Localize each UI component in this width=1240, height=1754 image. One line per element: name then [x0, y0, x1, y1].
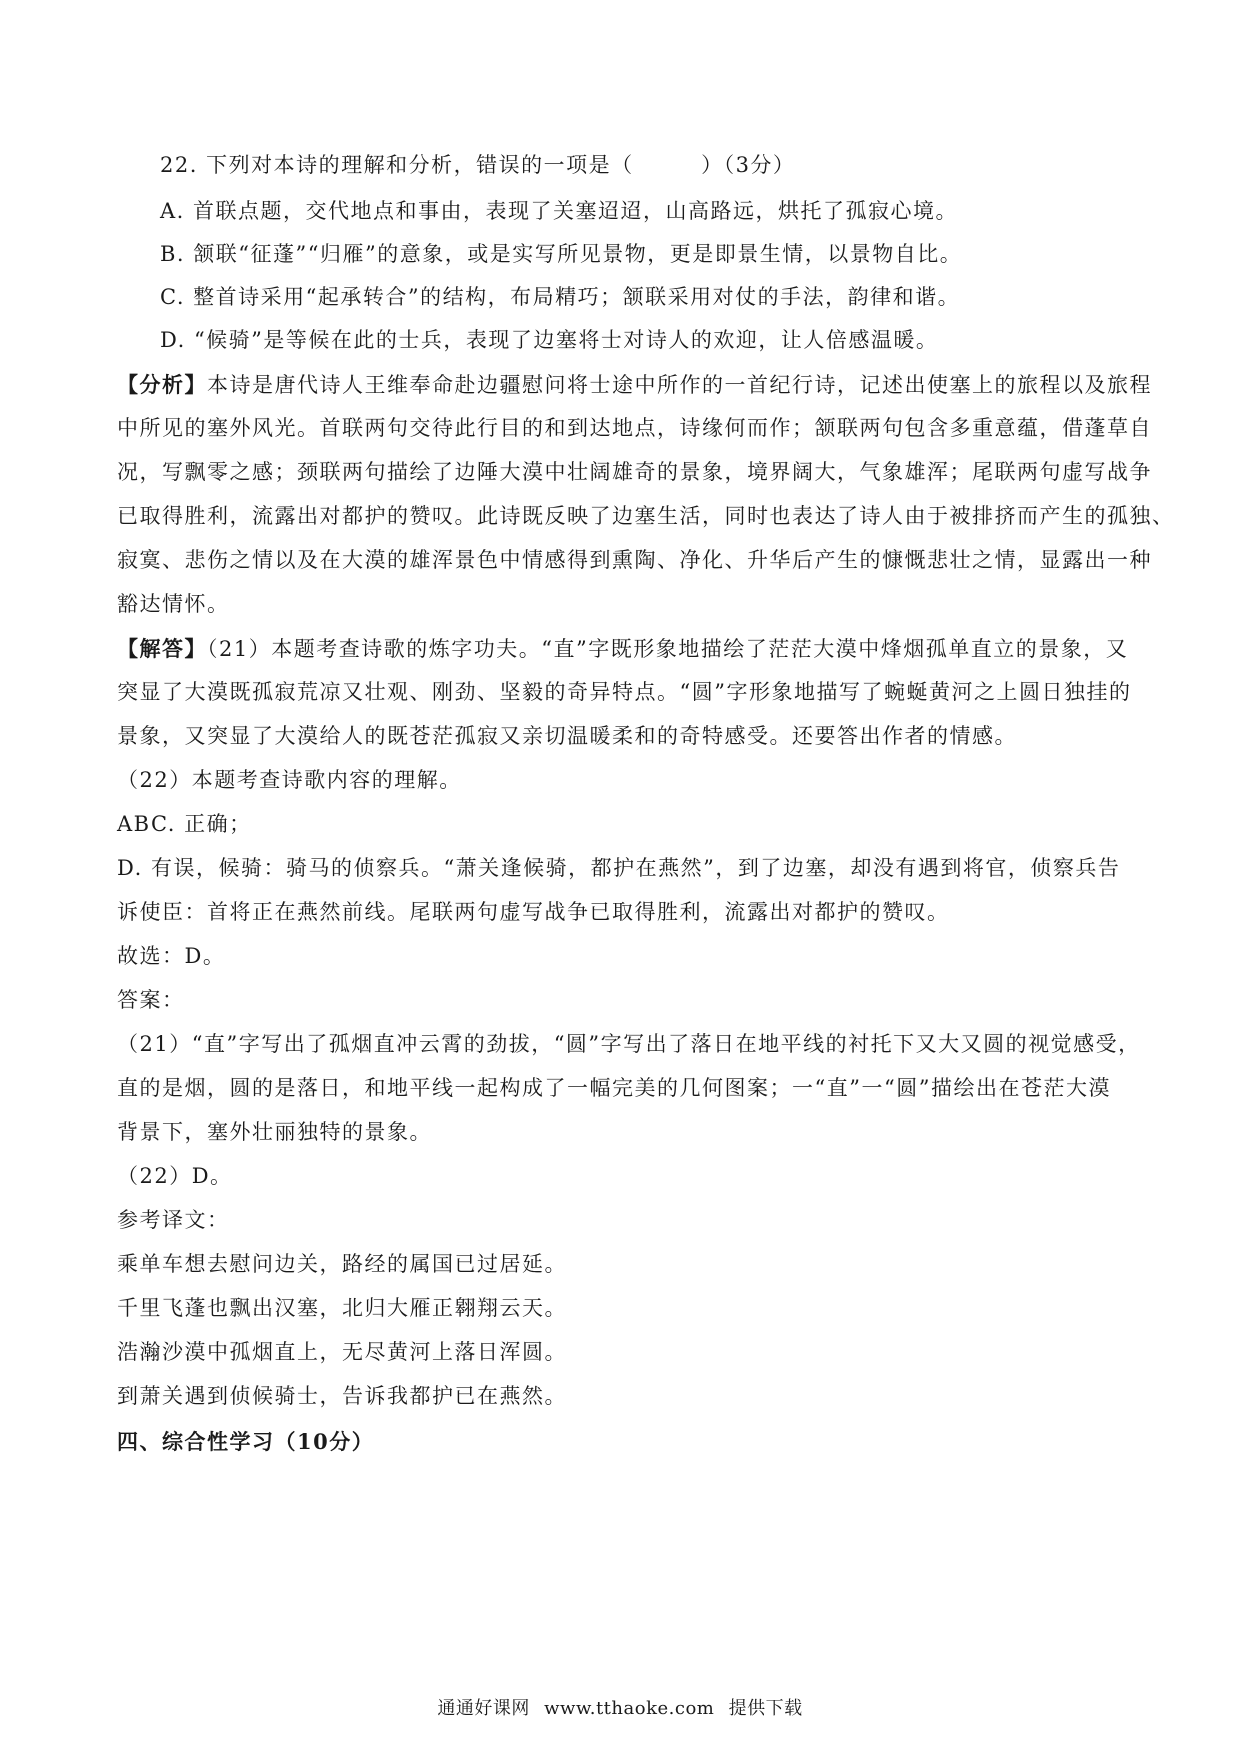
explanation-line-8: 故选：D。 — [117, 944, 226, 968]
footer-site-name: 通通好课网 — [437, 1698, 530, 1719]
analysis-line-4: 已取得胜利，流露出对都护的赞叹。此诗既反映了边塞生活，同时也表达了诗人由于被排挤而产生的孤独、 — [117, 504, 1175, 528]
analysis-line-6: 豁达情怀。 — [117, 592, 230, 616]
question-22-option-b: B. 颔联“征蓬”“归雁”的意象，或是实写所见景物，更是即景生情，以景物自比。 — [160, 242, 963, 266]
footer-suffix: 提供下载 — [728, 1698, 803, 1719]
analysis-line-2: 中所见的塞外风光。首联两句交待此行目的和到达地点，诗缘何而作；颔联两句包含多重意蕴，借蓬草自 — [117, 416, 1152, 440]
question-22-stem: 22. 下列对本诗的理解和分析，错误的一项是（ ）（3分） — [160, 153, 796, 177]
translation-label: 参考译文： — [117, 1208, 230, 1232]
translation-line-2: 千里飞蓬也飘出汉塞，北归大雁正翱翔云天。 — [117, 1296, 567, 1320]
footer-url[interactable]: www.tthaoke.com — [544, 1698, 715, 1719]
analysis-line-3: 况，写飘零之感；颈联两句描绘了边陲大漠中壮阔雄奇的景象，境界阔大，气象雄浑；尾联两句虚写战争 — [117, 460, 1152, 484]
explanation-line-4: （22）本题考查诗歌内容的理解。 — [117, 768, 462, 792]
explanation-line-7: 诉使臣：首将正在燕然前线。尾联两句虚写战争已取得胜利，流露出对都护的赞叹。 — [117, 900, 950, 924]
explanation-line-2: 突显了大漠既孤寂荒凉又壮观、刚劲、坚毅的奇异特点。“圆”字形象地描写了蜿蜒黄河之上圆日独挂的 — [117, 680, 1132, 704]
answers-label: 答案： — [117, 988, 185, 1012]
analysis-label: 【分析】 — [117, 372, 207, 397]
answers-line-2: 直的是烟，圆的是落日，和地平线一起构成了一幅完美的几何图案；一“直”一“圆”描绘出在苍茫大漠 — [117, 1076, 1111, 1100]
answers-line-4: （22）D。 — [117, 1164, 233, 1188]
question-22-option-a: A. 首联点题，交代地点和事由，表现了关塞迢迢，山高路远，烘托了孤寂心境。 — [160, 199, 959, 223]
explanation-line-5: ABC. 正确； — [117, 812, 252, 836]
explanation-line-3: 景象，又突显了大漠给人的既苍茫孤寂又亲切温暖柔和的奇特感受。还要答出作者的情感。 — [117, 724, 1017, 748]
explanation-line-6: D. 有误，候骑：骑马的侦察兵。“萧关逢候骑，都护在燕然”，到了边塞，却没有遇到将官，侦察兵告 — [117, 856, 1121, 880]
section-4-title: 四、综合性学习（10分） — [117, 1429, 375, 1454]
page-footer — [0, 1694, 1240, 1720]
analysis-line-5: 寂寞、悲伤之情以及在大漠的雄浑景色中情感得到熏陶、净化、升华后产生的慷慨悲壮之情，显露出一种 — [117, 548, 1152, 572]
translation-line-3: 浩瀚沙漠中孤烟直上，无尽黄河上落日浑圆。 — [117, 1340, 567, 1364]
answers-line-3: 背景下，塞外壮丽独特的景象。 — [117, 1120, 432, 1144]
explanation-label: 【解答】 — [117, 636, 207, 661]
question-22-option-d: D. “候骑”是等候在此的士兵，表现了边塞将士对诗人的欢迎，让人倍感温暖。 — [160, 328, 939, 352]
analysis-line-1: 【分析】本诗是唐代诗人王维奉命赴边疆慰问将士途中所作的一首纪行诗，记述出使塞上的旅程以及旅程 — [117, 372, 1152, 397]
question-22-option-c: C. 整首诗采用“起承转合”的结构，布局精巧；颔联采用对仗的手法，韵律和谐。 — [160, 285, 961, 309]
translation-line-1: 乘单车想去慰问边关，路经的属国已过居延。 — [117, 1252, 567, 1276]
translation-line-4: 到萧关遇到侦候骑士，告诉我都护已在燕然。 — [117, 1384, 567, 1408]
explanation-line-1: 【解答】（21）本题考查诗歌的炼字功夫。“直”字既形象地描绘了茫茫大漠中烽烟孤单直立的景象，又 — [117, 636, 1129, 661]
answers-line-1: （21）“直”字写出了孤烟直冲云霄的劲拔，“圆”字写出了落日在地平线的衬托下又大又圆的视觉感受， — [117, 1032, 1141, 1056]
